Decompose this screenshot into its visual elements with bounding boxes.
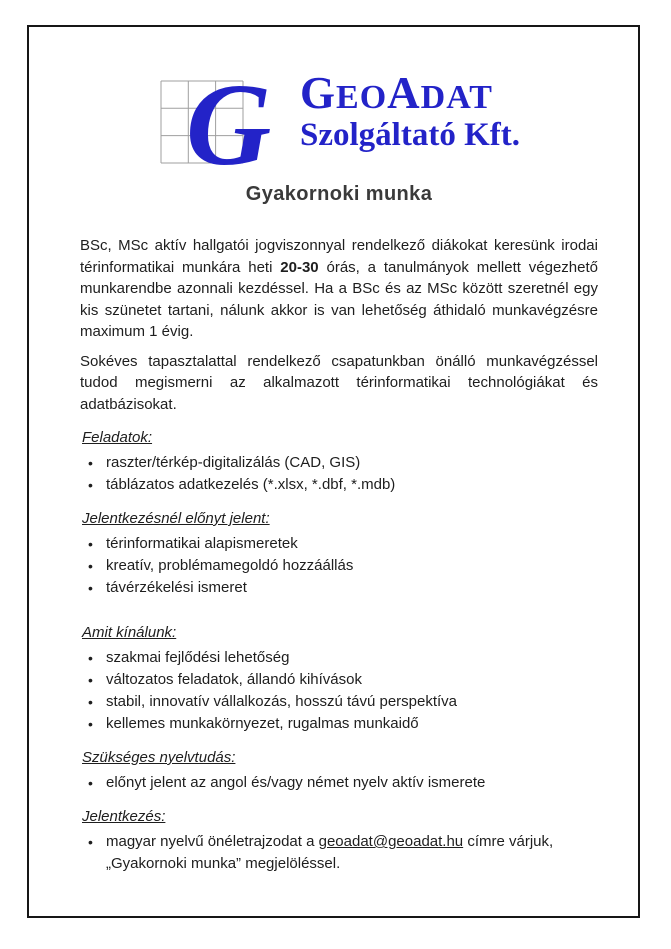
list-item: • távérzékelési ismeret <box>80 577 598 599</box>
page-border <box>27 25 640 918</box>
email-link[interactable]: geoadat@geoadat.hu <box>318 833 464 850</box>
list-item: • szakmai fejlődési lehetőség <box>80 647 598 669</box>
list-item <box>80 831 598 875</box>
brand-letters: EO <box>336 79 388 116</box>
geoadat-logo <box>80 63 598 169</box>
brand-letters: DAT <box>420 79 493 116</box>
list-item: • stabil, innovatív vállalkozás, hosszú távú perspektíva <box>80 691 598 713</box>
apply-text: címre várjuk, „Gyakornoki munka” megjelöléssel. <box>106 833 554 872</box>
g-glyph-icon: G <box>186 63 272 169</box>
list-item: • változatos feladatok, állandó kihívások <box>80 669 598 691</box>
paragraph-text: BSc, MSc aktív hallgatói jogviszonnyal rendelkező diákokat keresünk irodai térinformatikai munkára heti <box>80 237 598 276</box>
brand-letter: A <box>387 68 421 118</box>
section-feladatok <box>80 428 598 496</box>
section-heading: Feladatok: <box>82 429 153 446</box>
bullet-list <box>80 831 598 875</box>
paragraph-text: órás, a tanulmányok mellett végezhető munkarendbe azonnali kezdéssel. Ha a BSc és az MSc között szeretnél egy kis szünetet tartani, nálunk akkor is van lehetőség áthidaló munkavégzésre maximum 1 évig. <box>80 258 598 340</box>
intro-paragraph-1 <box>80 235 598 343</box>
apply-text: magyar nyelvű önéletrajzodat a <box>106 833 319 850</box>
section-elonyt-jelent <box>80 509 598 599</box>
list-item: • táblázatos adatkezelés (*.xlsx, *.dbf, *.mdb) <box>80 474 598 496</box>
bullet-list <box>80 772 598 794</box>
intro-paragraph-2: Sokéves tapasztalattal rendelkező csapatunkban önálló munkavégzéssel tudod megismerni az alkalmazott térinformatikai technológiákat és adatbázisokat. <box>80 352 598 413</box>
list-item: • kreatív, problémamegoldó hozzáállás <box>80 555 598 577</box>
brand-text <box>300 63 520 152</box>
section-amit-kinalunk <box>80 623 598 735</box>
section-heading: Szükséges nyelvtudás: <box>82 749 236 766</box>
brand-subtitle: Szolgáltató Kft. <box>300 117 520 153</box>
section-heading: Amit kínálunk: <box>82 624 177 641</box>
bullet-list <box>80 452 598 496</box>
hours-bold-text: 20-30 <box>280 258 319 276</box>
logo-grid-g-icon <box>158 63 298 169</box>
section-heading: Jelentkezés: <box>82 808 166 825</box>
list-item: • előnyt jelent az angol és/vagy német nyelv aktív ismerete <box>80 772 598 794</box>
page-title: Gyakornoki munka <box>245 183 433 205</box>
list-item: • kellemes munkakörnyezet, rugalmas munkaidő <box>80 713 598 735</box>
section-heading: Jelentkezésnél előnyt jelent: <box>82 510 270 527</box>
bullet-list <box>80 533 598 599</box>
section-nyelvtudas <box>80 748 598 794</box>
section-jelentkezes <box>80 807 598 875</box>
list-item: • térinformatikai alapismeretek <box>80 533 598 555</box>
brand-name <box>300 68 520 118</box>
list-item: • raszter/térkép-digitalizálás (CAD, GIS) <box>80 452 598 474</box>
brand-letter: G <box>300 68 337 118</box>
bullet-list <box>80 647 598 735</box>
